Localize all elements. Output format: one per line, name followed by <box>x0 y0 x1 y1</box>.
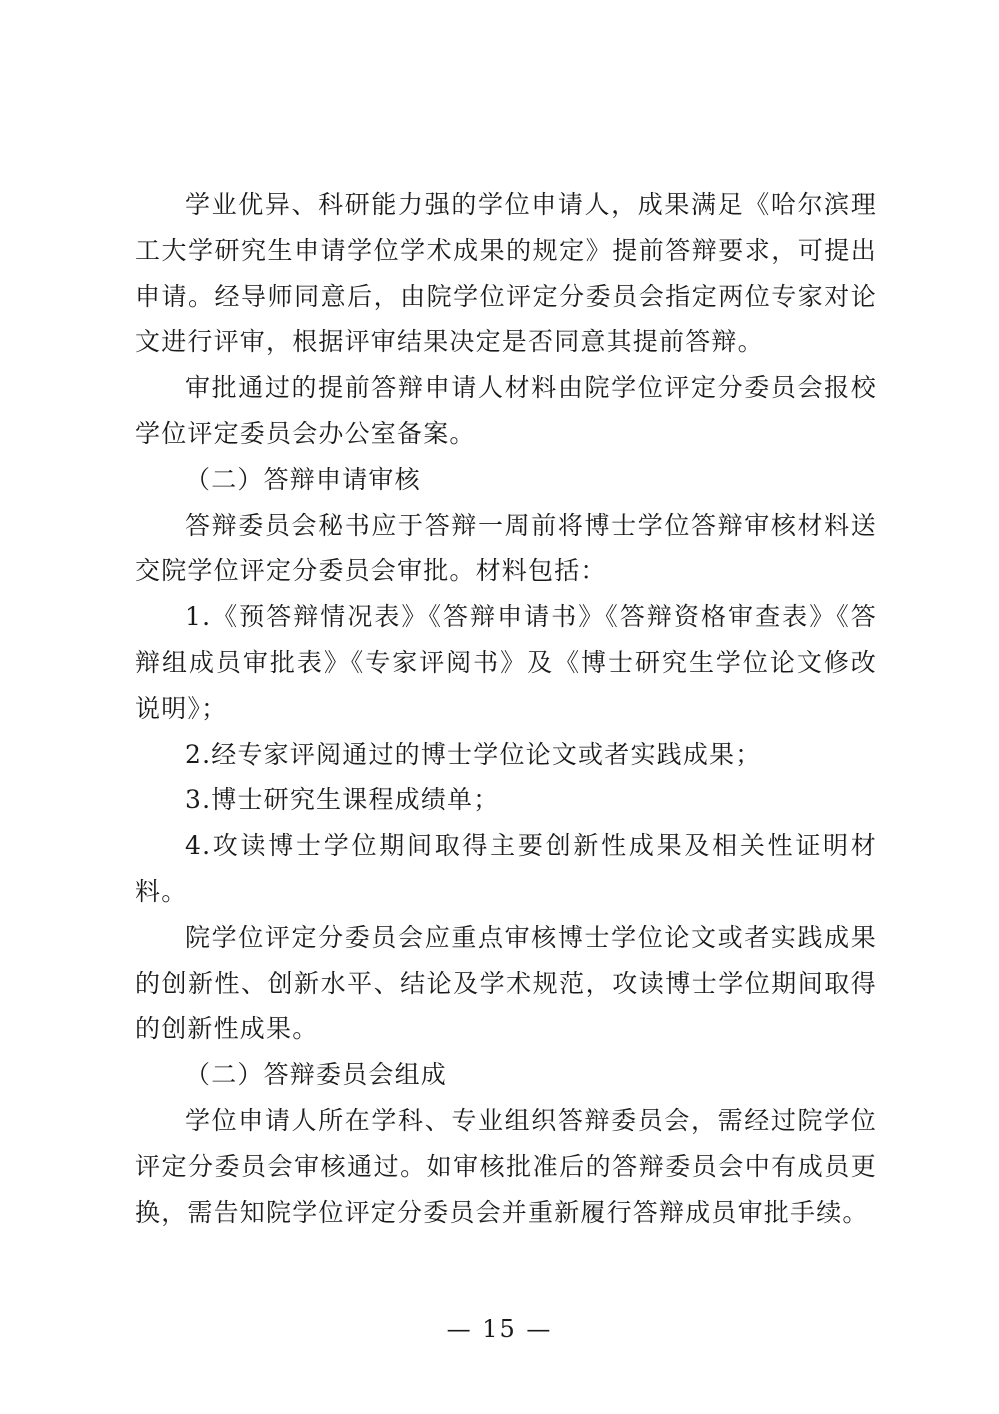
paragraph-secretary-submission: 答辩委员会秘书应于答辩一周前将博士学位答辩审核材料送交院学位评定分委员会审批。材料包括： <box>135 510 877 586</box>
paragraph-review-focus: 院学位评定分委员会应重点审核博士学位论文或者实践成果的创新性、创新水平、结论及学术规范，攻读博士学位期间取得的创新性成果。 <box>135 922 877 1044</box>
list-item-thesis: 2.经专家评阅通过的博士学位论文或者实践成果； <box>185 739 762 769</box>
section-heading-committee-formation: （二）答辩委员会组成 <box>185 1060 448 1090</box>
list-item-innovation-proof: 4.攻读博士学位期间取得主要创新性成果及相关性证明材料。 <box>135 831 877 906</box>
page-number: — 15 — <box>446 1315 553 1343</box>
section-heading-defense-review: （二）答辩申请审核 <box>185 464 421 494</box>
list-item-transcript: 3.博士研究生课程成绩单； <box>185 785 500 815</box>
document-body <box>135 182 877 1235</box>
paragraph-early-defense-application: 学业优异、科研能力强的学位申请人，成果满足《哈尔滨理工大学研究生申请学位学术成果的规定》提前答辩要求，可提出申请。经导师同意后，由院学位评定分委员会指定两位专家对论文进行评审，根据评审结果决定是否同意其提前答辩。 <box>135 190 877 357</box>
paragraph-committee-organization: 学位申请人所在学科、专业组织答辩委员会，需经过院学位评定分委员会审核通过。如审核批准后的答辩委员会中有成员更换，需告知院学位评定分委员会并重新履行答辩成员审批手续。 <box>135 1105 877 1227</box>
paragraph-approval-filing: 审批通过的提前答辩申请人材料由院学位评定分委员会报校学位评定委员会办公室备案。 <box>135 373 877 448</box>
list-item-forms: 1.《预答辩情况表》《答辩申请书》《答辩资格审查表》《答辩组成员审批表》《专家评阅书》及《博士研究生学位论文修改说明》； <box>135 602 877 723</box>
